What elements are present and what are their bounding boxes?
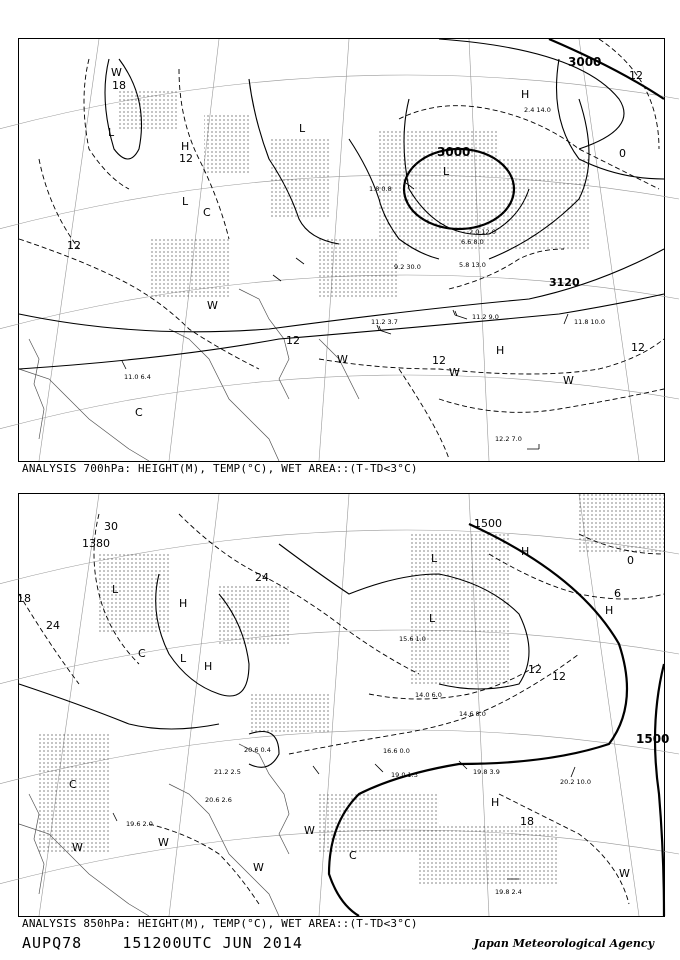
coastlines <box>19 289 359 461</box>
system-marker: L <box>112 583 119 596</box>
system-marker: W <box>207 299 218 312</box>
system-marker: L <box>431 552 438 565</box>
station-plot: 19.8 3.9 <box>473 768 500 776</box>
isotherm-label: 12 <box>631 341 645 354</box>
system-marker: H <box>496 344 505 357</box>
height-label: 1380 <box>82 537 110 550</box>
isotherm-label: 12 <box>67 239 81 252</box>
station-plot: 12.2 7.0 <box>495 435 522 443</box>
system-marker: W <box>563 374 574 387</box>
wet-area-stipple <box>119 89 589 299</box>
system-marker: H <box>179 597 188 610</box>
chart-id: AUPQ78 <box>22 934 83 952</box>
system-marker: C <box>69 778 77 791</box>
isotherm-label: 0 <box>627 554 634 567</box>
isotherm-label: 12 <box>552 670 566 683</box>
system-marker: W <box>158 836 169 849</box>
system-marker: L <box>108 126 115 139</box>
station-plot: 19.6 2.0 <box>126 820 153 828</box>
station-plot: 1.8 0.8 <box>369 185 392 193</box>
station-plot: 11.0 6.4 <box>124 373 151 381</box>
station-plot: 9.2 30.0 <box>394 263 421 271</box>
chart-header <box>22 934 303 952</box>
panel-caption-700hpa: ANALYSIS 700hPa: HEIGHT(M), TEMP(°C), WET AREA::(T-TD<3°C) <box>22 462 418 475</box>
isotherm-label: 30 <box>104 520 118 533</box>
isotherm-label: 0 <box>619 147 626 160</box>
agency-name: Japan Meteorological Agency <box>473 937 654 950</box>
system-marker: C <box>138 647 146 660</box>
system-marker: H <box>181 140 190 153</box>
station-plot: 11.8 10.0 <box>574 318 606 326</box>
system-marker: H <box>605 604 614 617</box>
isotherm-label: 12 <box>286 334 300 347</box>
system-marker: H <box>204 660 213 673</box>
station-plot: 11.2 9.0 <box>472 313 499 321</box>
station-plot: 19.8 2.4 <box>495 888 522 896</box>
station-plot: 2.0 12.0 <box>469 228 496 236</box>
station-plot: 2.4 14.0 <box>524 106 551 114</box>
isotherm-label: 24 <box>46 619 60 632</box>
height-label: 3000 <box>568 55 602 69</box>
station-plot: 15.6 1.0 <box>399 635 426 643</box>
station-plot: 14.0 6.0 <box>415 691 442 699</box>
system-marker: W <box>72 841 83 854</box>
system-marker: W <box>619 867 630 880</box>
system-marker: W <box>304 824 315 837</box>
system-marker: W <box>449 366 460 379</box>
map-panel-850hpa <box>17 493 670 917</box>
isotherm-label: 24 <box>255 571 269 584</box>
station-plot: 6.6 8.0 <box>461 238 484 246</box>
height-label: 3120 <box>549 276 580 289</box>
system-marker: L <box>443 165 450 178</box>
panel-caption-850hpa: ANALYSIS 850hPa: HEIGHT(M), TEMP(°C), WET AREA::(T-TD<3°C) <box>22 917 418 930</box>
station-plot: 5.8 13.0 <box>459 261 486 269</box>
isotherm-label: 12 <box>432 354 446 367</box>
station-plot: 20.6 0.4 <box>244 746 271 754</box>
system-marker: H <box>491 796 500 809</box>
system-marker: W <box>337 353 348 366</box>
system-marker: H <box>521 88 530 101</box>
map-canvas-700hpa <box>19 39 664 461</box>
station-plot: 20.2 10.0 <box>560 778 592 786</box>
system-marker: W <box>111 66 122 79</box>
valid-time: 151200UTC JUN 2014 <box>122 934 303 952</box>
isotherm-label: 18 <box>520 815 534 828</box>
system-marker: L <box>299 122 306 135</box>
isotherm-label: 18 <box>17 592 31 605</box>
station-plot: 21.2 2.5 <box>214 768 241 776</box>
height-label: 1500 <box>474 517 502 530</box>
system-marker: W <box>253 861 264 874</box>
map-panel-700hpa <box>18 38 665 462</box>
system-marker: C <box>203 206 211 219</box>
isotherm-label: 12 <box>629 69 643 82</box>
station-plot: 16.6 0.0 <box>383 747 410 755</box>
map-canvas-850hpa <box>17 494 670 916</box>
system-marker: L <box>182 195 189 208</box>
height-label: 3000 <box>437 145 471 159</box>
system-marker: H <box>521 545 530 558</box>
station-plot: 20.6 2.6 <box>205 796 232 804</box>
station-plot: 11.2 3.7 <box>371 318 398 326</box>
system-marker: L <box>429 612 436 625</box>
isotherm-label: 18 <box>112 79 126 92</box>
system-marker: C <box>349 849 357 862</box>
system-marker: L <box>180 652 187 665</box>
isotherm-label: 12 <box>528 663 542 676</box>
isotherm-label: 12 <box>179 152 193 165</box>
station-plot: 14.6 8.0 <box>459 710 486 718</box>
height-label: 1500 <box>636 732 670 746</box>
isotherm-label: 6 <box>614 587 621 600</box>
system-marker: C <box>135 406 143 419</box>
station-plot: 19.0 1.3 <box>391 771 418 779</box>
